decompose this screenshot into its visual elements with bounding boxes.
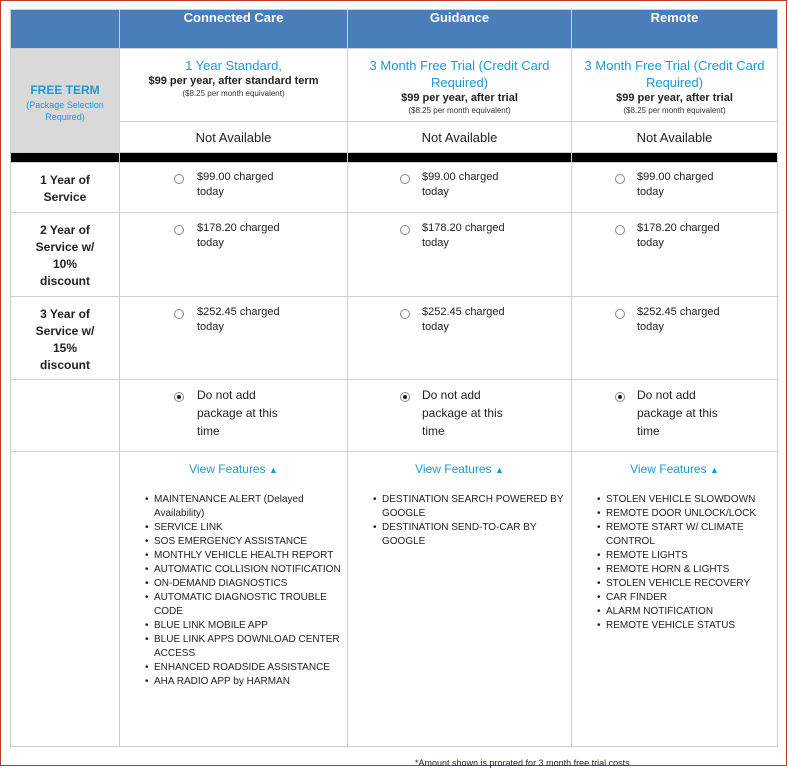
option-cell[interactable] (572, 380, 778, 452)
chevron-up-icon: ▲ (268, 465, 278, 475)
option-row-1yr (11, 163, 778, 213)
free-term-row (11, 122, 778, 153)
radio-button[interactable] (174, 309, 184, 319)
footnote: *Amount shown is prorated for 3 month free trial costs (415, 758, 630, 768)
divider (348, 153, 572, 163)
option-row-2yr (11, 213, 778, 297)
feature-item: • ALARM NOTIFICATION (597, 605, 777, 619)
header-guidance: Guidance (348, 10, 572, 49)
chevron-up-icon: ▲ (709, 465, 719, 475)
offer-note: ($8.25 per month equivalent) (408, 106, 511, 115)
feature-item: • ENHANCED ROADSIDE ASSISTANCE (145, 661, 347, 675)
header-blank (11, 10, 120, 49)
feature-item: • ON-DEMAND DIAGNOSTICS (145, 577, 347, 591)
radio-button[interactable] (400, 309, 410, 319)
option-cell[interactable] (120, 163, 348, 213)
option-label: $252.45 charged today (197, 306, 280, 333)
radio-button-selected[interactable] (400, 392, 410, 402)
features-remote (572, 452, 778, 747)
feature-item: • REMOTE VEHICLE STATUS (597, 619, 777, 633)
offer-price: $99 per year, after trial (401, 92, 518, 104)
option-cell[interactable] (572, 213, 778, 297)
divider (120, 153, 348, 163)
radio-button-selected[interactable] (174, 392, 184, 402)
option-label: Do not add package at this time (422, 388, 503, 438)
radio-button[interactable] (400, 174, 410, 184)
row-label-none (11, 380, 120, 452)
option-cell[interactable] (572, 163, 778, 213)
feature-item: • BLUE LINK APPS DOWNLOAD CENTER ACCESS (145, 633, 347, 661)
features-connected-care (120, 452, 348, 747)
option-row-3yr (11, 297, 778, 380)
option-cell[interactable] (348, 297, 572, 380)
option-label: $99.00 charged today (422, 171, 499, 198)
radio-button[interactable] (174, 225, 184, 235)
feature-item: • AUTOMATIC COLLISION NOTIFICATION (145, 563, 347, 577)
feature-item: • CAR FINDER (597, 591, 777, 605)
feature-item: • REMOTE HORN & LIGHTS (597, 563, 777, 577)
view-features-link[interactable]: View Features ▲ (630, 462, 719, 476)
option-label: Do not add package at this time (197, 388, 278, 438)
option-label: $99.00 charged today (637, 171, 714, 198)
offer-price: $99 per year, after trial (616, 92, 733, 104)
feature-item: • BLUE LINK MOBILE APP (145, 619, 347, 633)
row-label-3yr: 3 Year of Service w/ 15% discount (11, 297, 120, 380)
feature-item: • REMOTE START W/ CLIMATE CONTROL (597, 521, 777, 549)
header-row (11, 10, 778, 49)
offer-remote (572, 49, 778, 122)
feature-item: • SOS EMERGENCY ASSISTANCE (145, 535, 347, 549)
option-label: Do not add package at this time (637, 388, 718, 438)
offer-guidance (348, 49, 572, 122)
free-term-connected-care: Not Available (120, 122, 348, 153)
offer-row (11, 49, 778, 122)
feature-item: • STOLEN VEHICLE RECOVERY (597, 577, 777, 591)
divider (572, 153, 778, 163)
option-label: $178.20 charged today (197, 222, 280, 249)
feature-list (120, 493, 347, 689)
free-term-guidance: Not Available (348, 122, 572, 153)
feature-item: • DESTINATION SEND-TO-CAR BY GOOGLE (373, 521, 571, 549)
option-label: $178.20 charged today (422, 222, 505, 249)
features-label (11, 452, 120, 747)
radio-button[interactable] (400, 225, 410, 235)
offer-title: 3 Month Free Trial (Credit Card Required) (584, 58, 765, 90)
divider (11, 153, 120, 163)
feature-item: • REMOTE LIGHTS (597, 549, 777, 563)
radio-button[interactable] (615, 309, 625, 319)
option-label: $178.20 charged today (637, 222, 720, 249)
feature-item: • REMOTE DOOR UNLOCK/LOCK (597, 507, 777, 521)
view-features-link[interactable]: View Features ▲ (189, 462, 278, 476)
option-cell[interactable] (348, 213, 572, 297)
header-remote: Remote (572, 10, 778, 49)
package-table (10, 9, 778, 747)
radio-button[interactable] (615, 174, 625, 184)
feature-list (572, 493, 777, 633)
feature-item: • STOLEN VEHICLE SLOWDOWN (597, 493, 777, 507)
option-label: $252.45 charged today (637, 306, 720, 333)
features-guidance (348, 452, 572, 747)
option-cell[interactable] (120, 380, 348, 452)
header-connected-care: Connected Care (120, 10, 348, 49)
option-cell[interactable] (348, 163, 572, 213)
offer-connected-care (120, 49, 348, 122)
offer-title: 3 Month Free Trial (Credit Card Required) (369, 58, 550, 90)
free-term-title: FREE TERM (30, 82, 100, 97)
feature-item: • AUTOMATIC DIAGNOSTIC TROUBLE CODE (145, 591, 347, 619)
features-row (11, 452, 778, 747)
feature-list (348, 493, 571, 549)
offer-price: $99 per year, after standard term (148, 75, 319, 87)
feature-item: • SERVICE LINK (145, 521, 347, 535)
divider-bar (11, 153, 778, 163)
option-label: $252.45 charged today (422, 306, 505, 333)
radio-button-selected[interactable] (615, 392, 625, 402)
option-cell[interactable] (348, 380, 572, 452)
row-label-2yr: 2 Year of Service w/ 10% discount (11, 213, 120, 297)
row-label-1yr: 1 Year of Service (11, 163, 120, 213)
feature-item: • MONTHLY VEHICLE HEALTH REPORT (145, 549, 347, 563)
option-cell[interactable] (120, 213, 348, 297)
feature-item: • DESTINATION SEARCH POWERED BY GOOGLE (373, 493, 571, 521)
option-cell[interactable] (120, 297, 348, 380)
radio-button[interactable] (615, 225, 625, 235)
radio-button[interactable] (174, 174, 184, 184)
option-cell[interactable] (572, 297, 778, 380)
free-term-label (11, 49, 120, 153)
offer-note: ($8.25 per month equivalent) (182, 89, 285, 98)
option-row-none (11, 380, 778, 452)
chevron-up-icon: ▲ (494, 465, 504, 475)
offer-title: 1 Year Standard, (185, 58, 282, 73)
feature-item: • MAINTENANCE ALERT (Delayed Availability) (145, 493, 347, 521)
free-term-subtitle: (Package Selection Required) (26, 99, 104, 122)
offer-note: ($8.25 per month equivalent) (623, 106, 726, 115)
view-features-link[interactable]: View Features ▲ (415, 462, 504, 476)
free-term-remote: Not Available (572, 122, 778, 153)
feature-item: • AHA RADIO APP by HARMAN (145, 675, 347, 689)
option-label: $99.00 charged today (197, 171, 274, 198)
